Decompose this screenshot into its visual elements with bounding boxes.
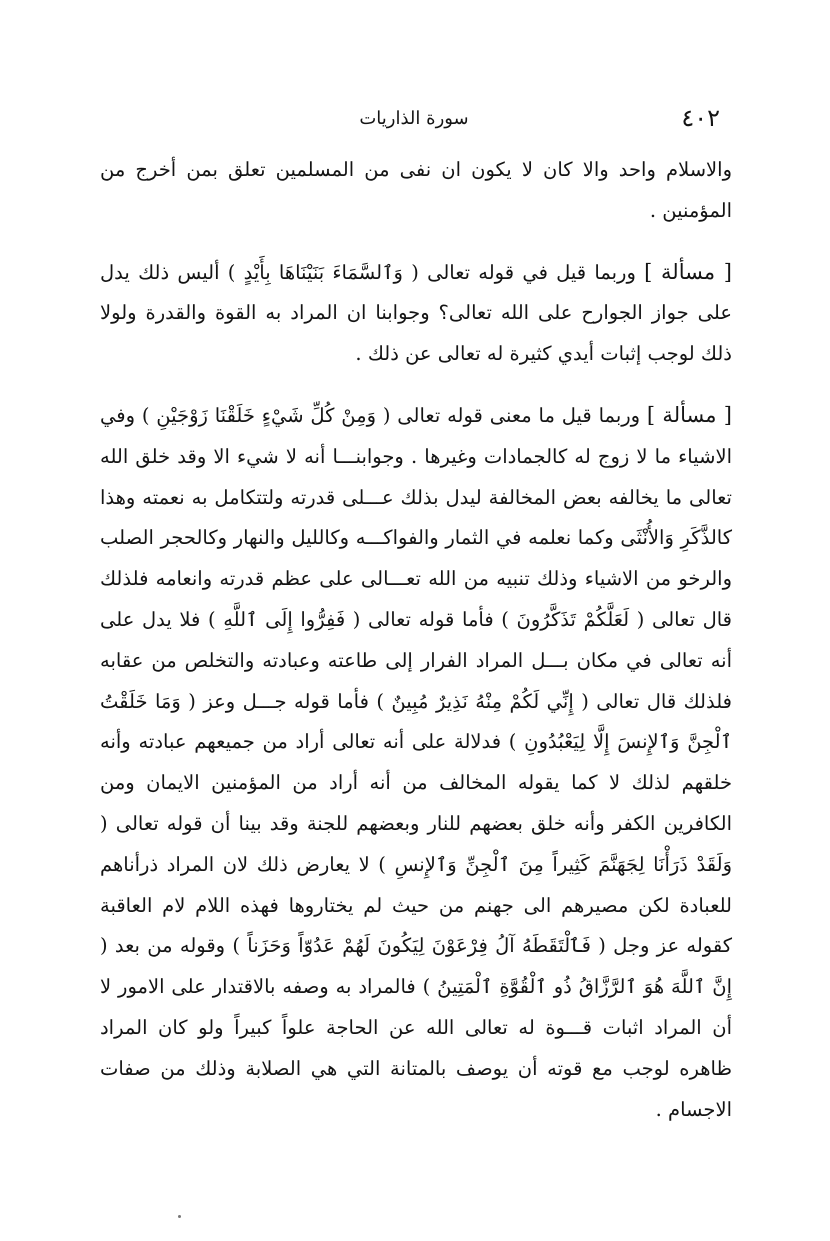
paragraph-text: وربما قيل في قوله تعالى ( وَٱلسَّمَاءَ بَنَيْنَاهَا بِأَيْدٍ ) أليس ذلك يدل على جواز الجوارح على الله تعالى؟ وجوابنا ان المراد به القوة والقدرة ولولا ذلك لوجب إثبات أيدي كثيرة له تعالى عن ذلك . [100,260,732,366]
issue-marker: [ مسألة ] [646,402,732,427]
paragraph [100,395,732,1130]
page-number: ٤٠٢ [681,104,720,132]
issue-marker: [ مسألة ] [644,259,732,284]
scan-speck [178,1215,181,1218]
paragraph [100,252,732,375]
paragraph-text: والاسلام واحد والا كان لا يكون ان نفى من المسلمين تعلق بمن أخرج من المؤمنين . [100,158,732,222]
body-text [100,150,732,1150]
paragraph-text: وربما قيل ما معنى قوله تعالى ( وَمِنْ كُلِّ شَيْءٍ خَلَقْنَا زَوْجَيْنِ ) وفي الاشياء ما لا زوج له كالجمادات وغيرها . وجوابنـــا أنه لا شيء الا وقد خلق الله تعالى ما يخالفه بعض المخالفة ليدل بذلك عـــلى قدرته ولتتكامل به نعمته وهذا كالذَّكَرِ وَالأُنْثَى وكما نعلمه في الثمار والفواكـــه وكالليل والنهار وكالحجر الصلب والرخو من الاشياء وذلك تنبيه من الله تعـــالى على عظم قدرته وانعامه فلذلك قال تعالى ( لَعَلَّكُمْ تَذَكَّرُونَ ) فأما قوله تعالى ( فَفِرُّوا إِلَى ٱللَّهِ ) فلا يدل على أنه تعالى في مكان بـــل المراد الفرار إلى طاعته وعبادته والتخلص من عقابه فلذلك قال تعالى ( إِنِّي لَكُمْ مِنْهُ نَذِيرٌ مُبِينٌ ) فأما قوله جـــل وعز ( وَمَا خَلَقْتُ ٱلْجِنَّ وَٱلإِنسَ إِلَّا لِيَعْبُدُونِ ) فدلالة على أنه تعالى أراد من جميعهم عبادته وأنه خلقهم لذلك لا كما يقوله المخالف من أنه أراد من المؤمنين الايمان ومن الكافرين الكفر وأنه خلق بعضهم للنار وبعضهم للجنة وقد بينا أن قوله تعالى ( وَلَقَدْ ذَرَأْنَا لِجَهَنَّمَ كَثِيراً مِنَ ٱلْجِنِّ وَٱلإِنسِ ) لا يعارض ذلك لان المراد ذرأناهم للعبادة لكن مصيرهم الى جهنم من حيث لم يختاروها فهذه اللام لام العاقبة كقوله عز وجل ( فَٱلْتَقَطَهُ آلُ فِرْعَوْنَ لِيَكُونَ لَهُمْ عَدُوّاً وَحَزَناً ) وقوله من بعد ( إِنَّ ٱللَّهَ هُوَ ٱلرَّزَّاقُ ذُو ٱلْقُوَّةِ ٱلْمَتِينُ ) فالمراد به وصفه بالاقتدار على الامور لا أن المراد اثبات قـــوة له تعالى الله عن الحاجة علواً كبيراً ولو كان المراد ظاهره لوجب مع قوته أن يوصف بالمتانة التي هي الصلابة وذلك من صفات الاجسام . [100,403,732,1121]
page-header [108,104,720,138]
running-title: سورة الذاريات [359,108,469,129]
paragraph [100,150,732,232]
